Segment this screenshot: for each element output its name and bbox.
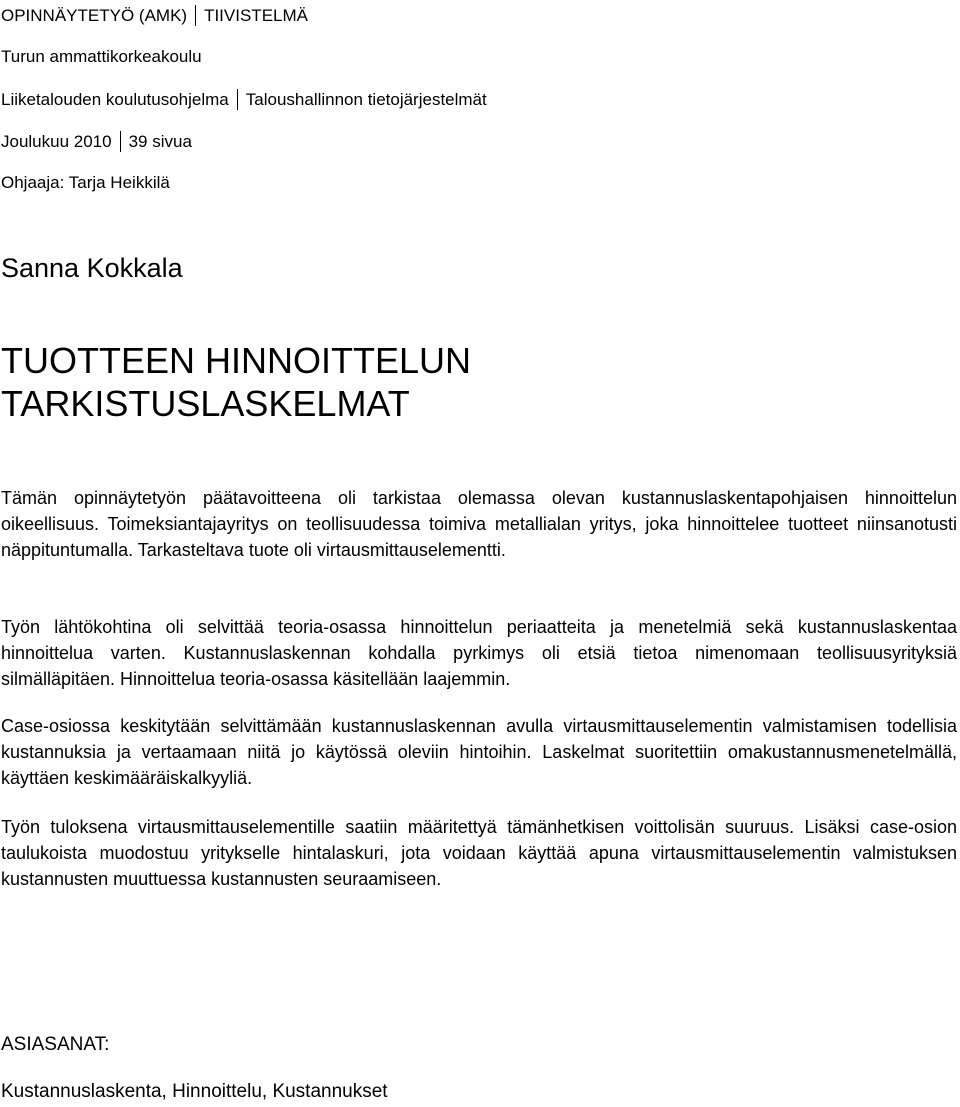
separator	[237, 89, 238, 110]
author-name: Sanna Kokkala	[1, 253, 183, 283]
document-type-line	[1, 5, 308, 26]
keywords-list: Kustannuslaskenta, Hinnoittelu, Kustannukset	[1, 1081, 388, 1102]
supervisor: Ohjaaja: Tarja Heikkilä	[1, 173, 170, 192]
thesis-title	[1, 339, 471, 425]
date: Joulukuu 2010	[1, 132, 112, 151]
programme-line	[1, 89, 487, 110]
separator	[195, 5, 196, 26]
abstract-paragraph-1: Tämän opinnäytetyön päätavoitteena oli tarkistaa olemassa olevan kustannuslaskentapohjaisen hinnoittelun oikeellisuus. Toimeksiantajayritys on teollisuudessa toimiva metallialan yritys, joka hinnoittelee tuotteet niinsanotusti näppituntumalla. Tarkasteltava tuote oli virtausmittauselementti.	[1, 488, 957, 560]
abstract-paragraph-4: Työn tuloksena virtausmittauselementille saatiin määritettyä tämänhetkisen voittolisän suuruus. Lisäksi case-osion taulukoista muodostuu yritykselle hintalaskuri, jota voidaan käyttää apuna virtausmittauselementin valmistuksen kustannusten muuttuessa kustannusten seuraamiseen.	[1, 817, 957, 889]
separator	[120, 131, 121, 152]
keywords-heading: ASIASANAT:	[1, 1034, 110, 1055]
date-pages-line	[1, 131, 192, 152]
thesis-title-line-1: TUOTTEEN HINNOITTELUN	[1, 340, 472, 381]
thesis-title-line-2: TARKISTUSLASKELMAT	[1, 383, 410, 424]
abstract-paragraph-3: Case-osiossa keskitytään selvittämään kustannuslaskennan avulla virtausmittauselementin valmistamisen todellisia kustannuksia ja vertaamaan niitä jo käytössä oleviin hintoihin. Laskelmat suoritettiin omakustannusmenetelmällä, käyttäen keskimääräiskalkyyliä.	[1, 716, 957, 788]
page-count: 39 sivua	[128, 132, 192, 151]
document-type: OPINNÄYTETYÖ (AMK)	[1, 6, 188, 25]
specialization: Taloushallinnon tietojärjestelmät	[245, 90, 487, 109]
abstract-paragraph-2: Työn lähtökohtina oli selvittää teoria-osassa hinnoittelun periaatteita ja menetelmiä sekä kustannuslaskentaa hinnoittelua varten. Kustannuslaskennan kohdalla pyrkimys oli etsiä tietoa nimenomaan teollisuusyrityksiä silmälläpitäen. Hinnoittelua teoria-osassa käsitellään laajemmin.	[1, 617, 957, 689]
institution: Turun ammattikorkeakoulu	[1, 47, 202, 66]
document-subtype: TIIVISTELMÄ	[204, 6, 308, 25]
programme: Liiketalouden koulutusohjelma	[1, 90, 229, 109]
